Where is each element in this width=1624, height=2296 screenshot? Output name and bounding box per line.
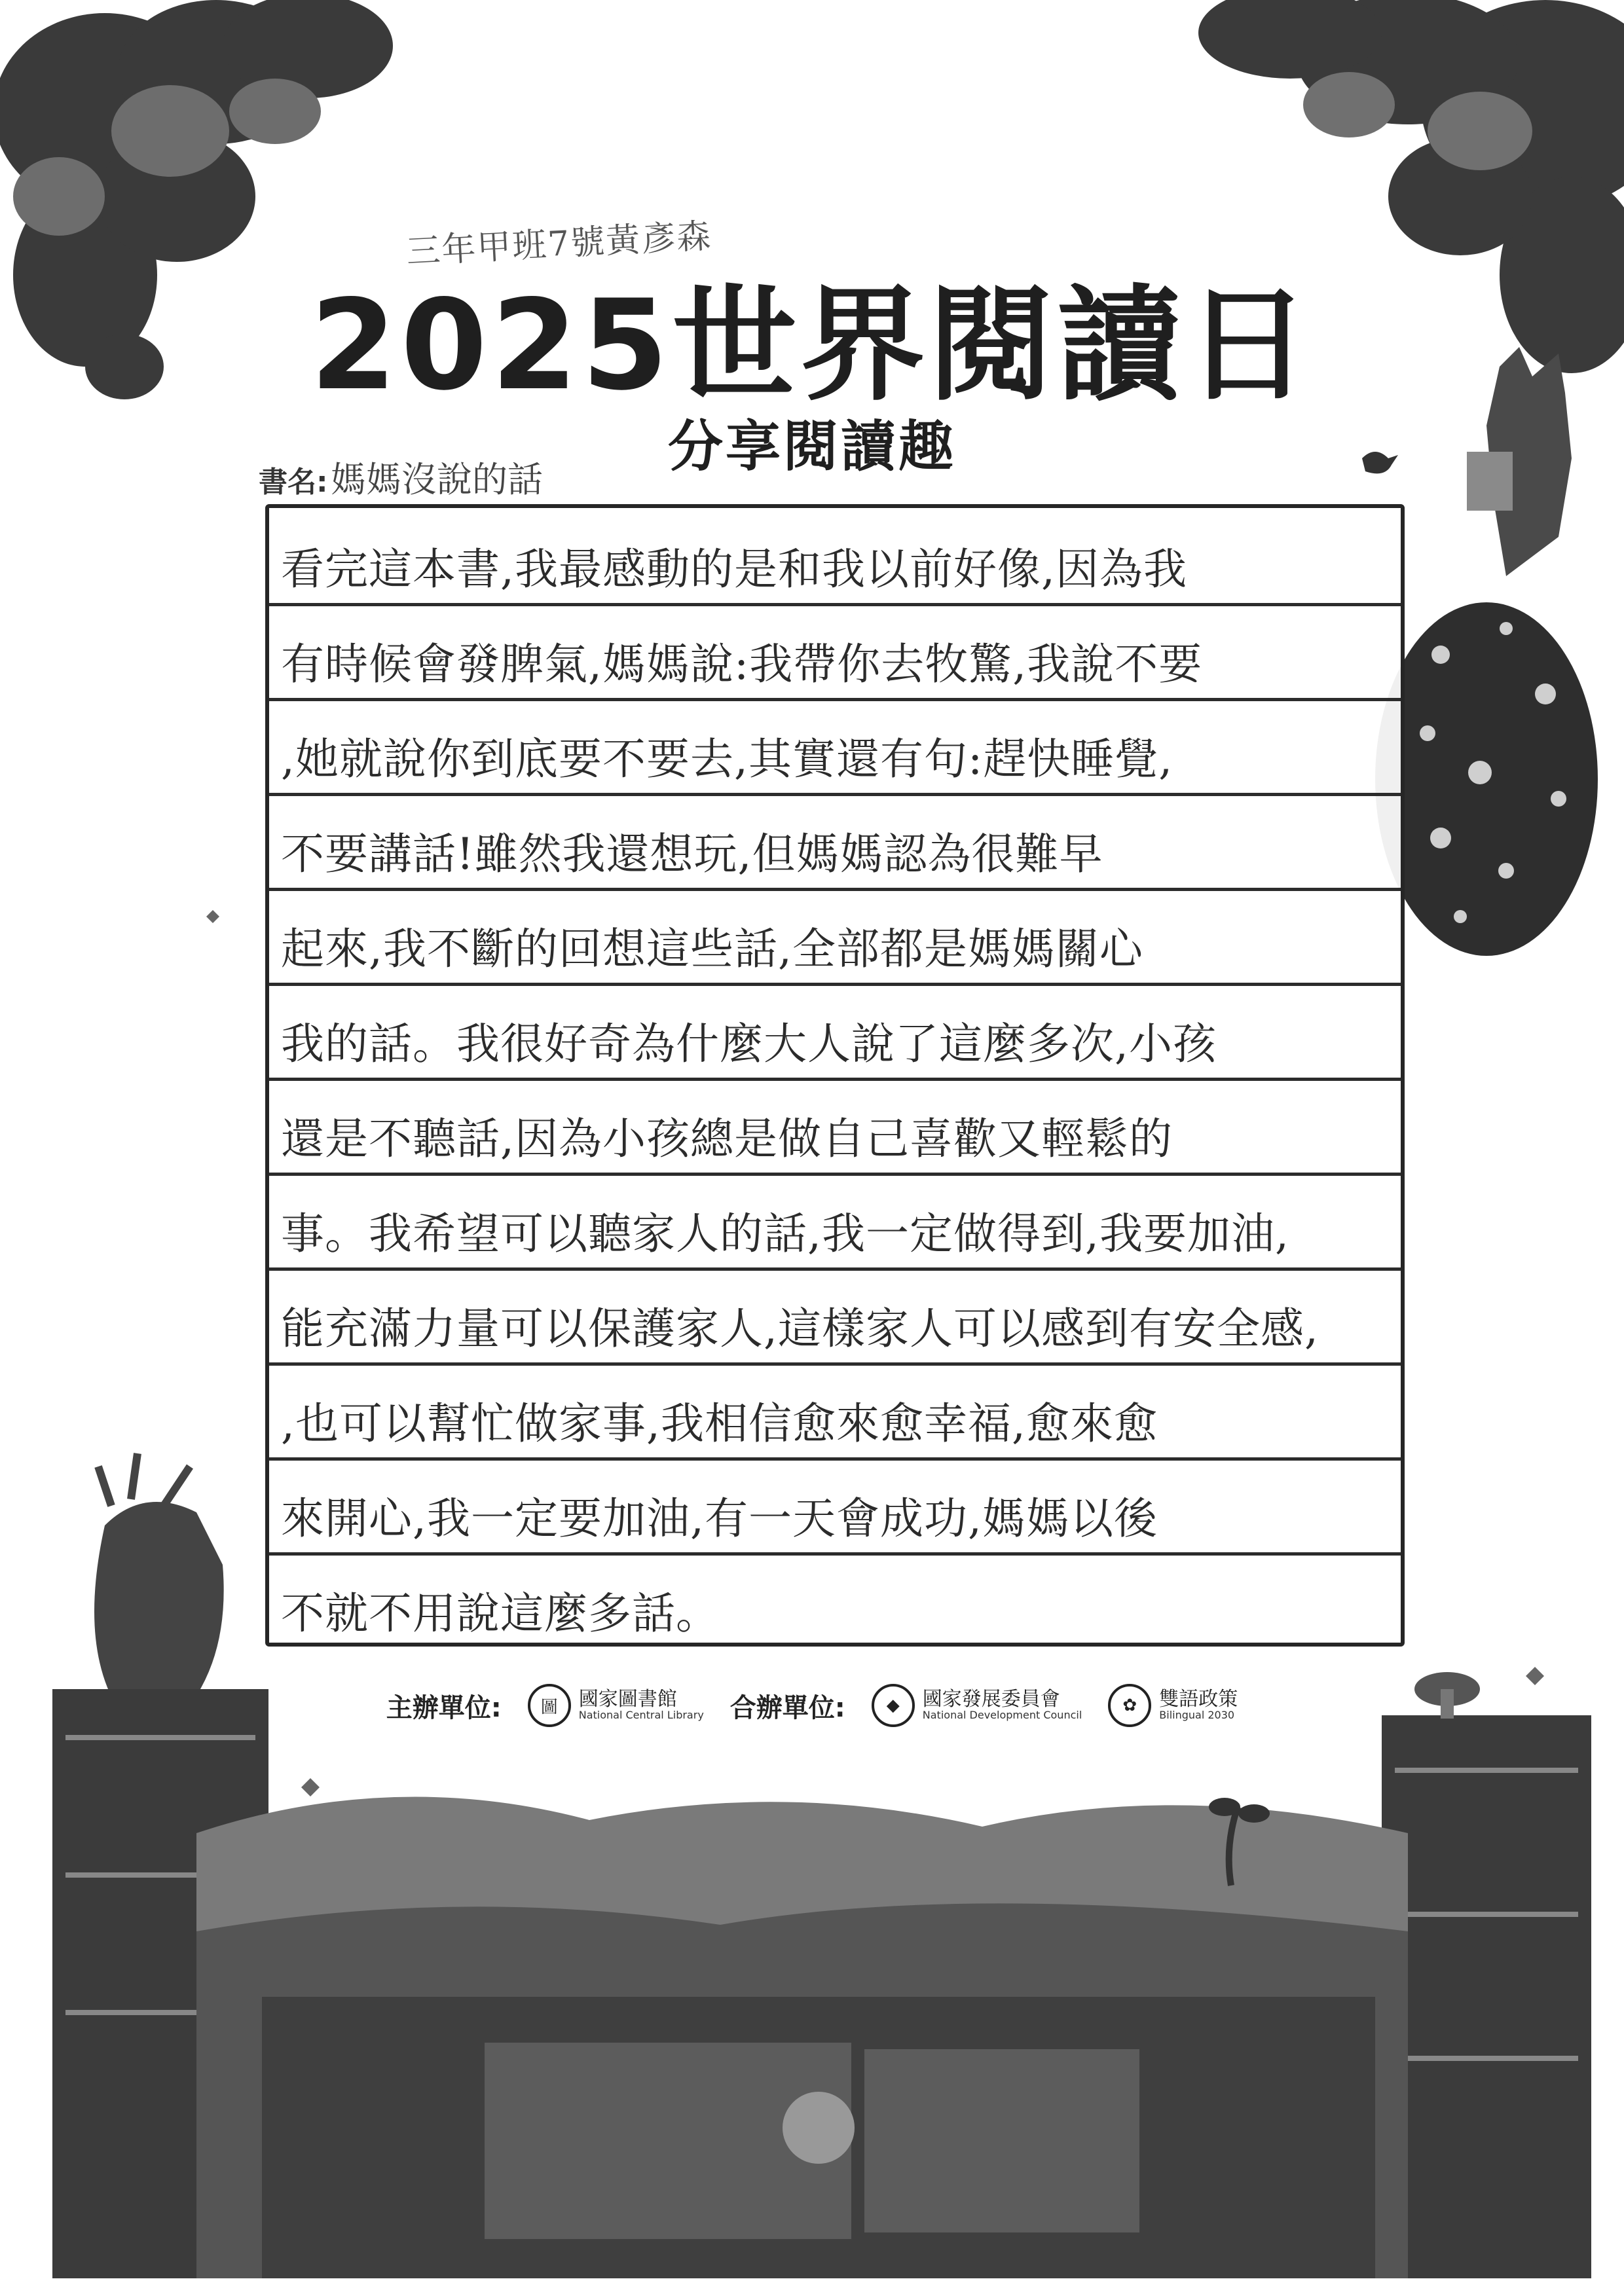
essay-sheet bbox=[265, 504, 1405, 1647]
essay-line: 不要講話!雖然我還想玩,但媽媽認為很難早 bbox=[281, 828, 1103, 879]
host-org-name: 國家圖書館 bbox=[578, 1688, 677, 1711]
ruled-line bbox=[269, 1267, 1401, 1271]
book-title-label: 書名: bbox=[259, 465, 328, 499]
host-org-english: National Central Library bbox=[578, 1709, 704, 1721]
essay-line: ,她就說你到底要不要去,其實還有句:趕快睡覺, bbox=[281, 733, 1173, 784]
co-org-name: 國家發展委員會 bbox=[922, 1688, 1060, 1711]
organizers-bar bbox=[0, 1676, 1624, 1735]
essay-line: 看完這本書,我最感動的是和我以前好像,因為我 bbox=[281, 543, 1187, 594]
ruled-line bbox=[269, 1552, 1401, 1556]
essay-line: ,也可以幫忙做家事,我相信愈來愈幸福,愈來愈 bbox=[281, 1398, 1158, 1449]
essay-line: 不就不用說這麼多話。 bbox=[281, 1588, 720, 1639]
bilingual-logo-icon: ✿ bbox=[1108, 1684, 1151, 1727]
co-host-organization bbox=[872, 1684, 1082, 1727]
ruled-line bbox=[269, 1078, 1401, 1081]
ruled-line bbox=[269, 1173, 1401, 1176]
bilingual-policy-logo bbox=[1108, 1684, 1238, 1727]
bilingual-english: Bilingual 2030 bbox=[1159, 1709, 1235, 1721]
essay-line: 我的話。我很好奇為什麼大人說了這麼多次,小孩 bbox=[281, 1018, 1217, 1069]
ruled-line bbox=[269, 698, 1401, 701]
council-logo-icon: ◆ bbox=[872, 1684, 915, 1727]
co-host-label: 合辦單位: bbox=[729, 1692, 845, 1723]
ruled-line bbox=[269, 793, 1401, 796]
essay-line: 能充滿力量可以保護家人,這樣家人可以感到有安全感, bbox=[281, 1303, 1319, 1354]
essay-line: 來開心,我一定要加油,有一天會成功,媽媽以後 bbox=[281, 1493, 1158, 1544]
bilingual-name: 雙語政策 bbox=[1159, 1688, 1238, 1711]
page-title: 2025世界閱讀日 bbox=[310, 273, 1314, 418]
essay-line: 起來,我不斷的回想這些話,全部都是媽媽關心 bbox=[281, 923, 1143, 974]
ruled-line bbox=[269, 983, 1401, 986]
host-organization bbox=[528, 1684, 704, 1727]
ruled-line bbox=[269, 888, 1401, 891]
host-label: 主辦單位: bbox=[386, 1692, 502, 1723]
essay-line: 還是不聽話,因為小孩總是做自己喜歡又輕鬆的 bbox=[281, 1113, 1173, 1164]
ruled-line bbox=[269, 1457, 1401, 1461]
essay-line: 有時候會發脾氣,媽媽說:我帶你去牧驚,我說不要 bbox=[281, 638, 1203, 689]
ruled-line bbox=[269, 1362, 1401, 1366]
essay-line: 事。我希望可以聽家人的話,我一定做得到,我要加油, bbox=[281, 1208, 1289, 1259]
co-org-english: National Development Council bbox=[922, 1709, 1082, 1721]
library-seal-icon: 圖 bbox=[528, 1684, 571, 1727]
student-name: 三年甲班7號黃彥森 bbox=[405, 216, 713, 272]
ruled-line bbox=[269, 603, 1401, 606]
book-title: 媽媽沒說的話 bbox=[331, 459, 543, 500]
page-subtitle: 分享閱讀趣 bbox=[667, 414, 956, 479]
